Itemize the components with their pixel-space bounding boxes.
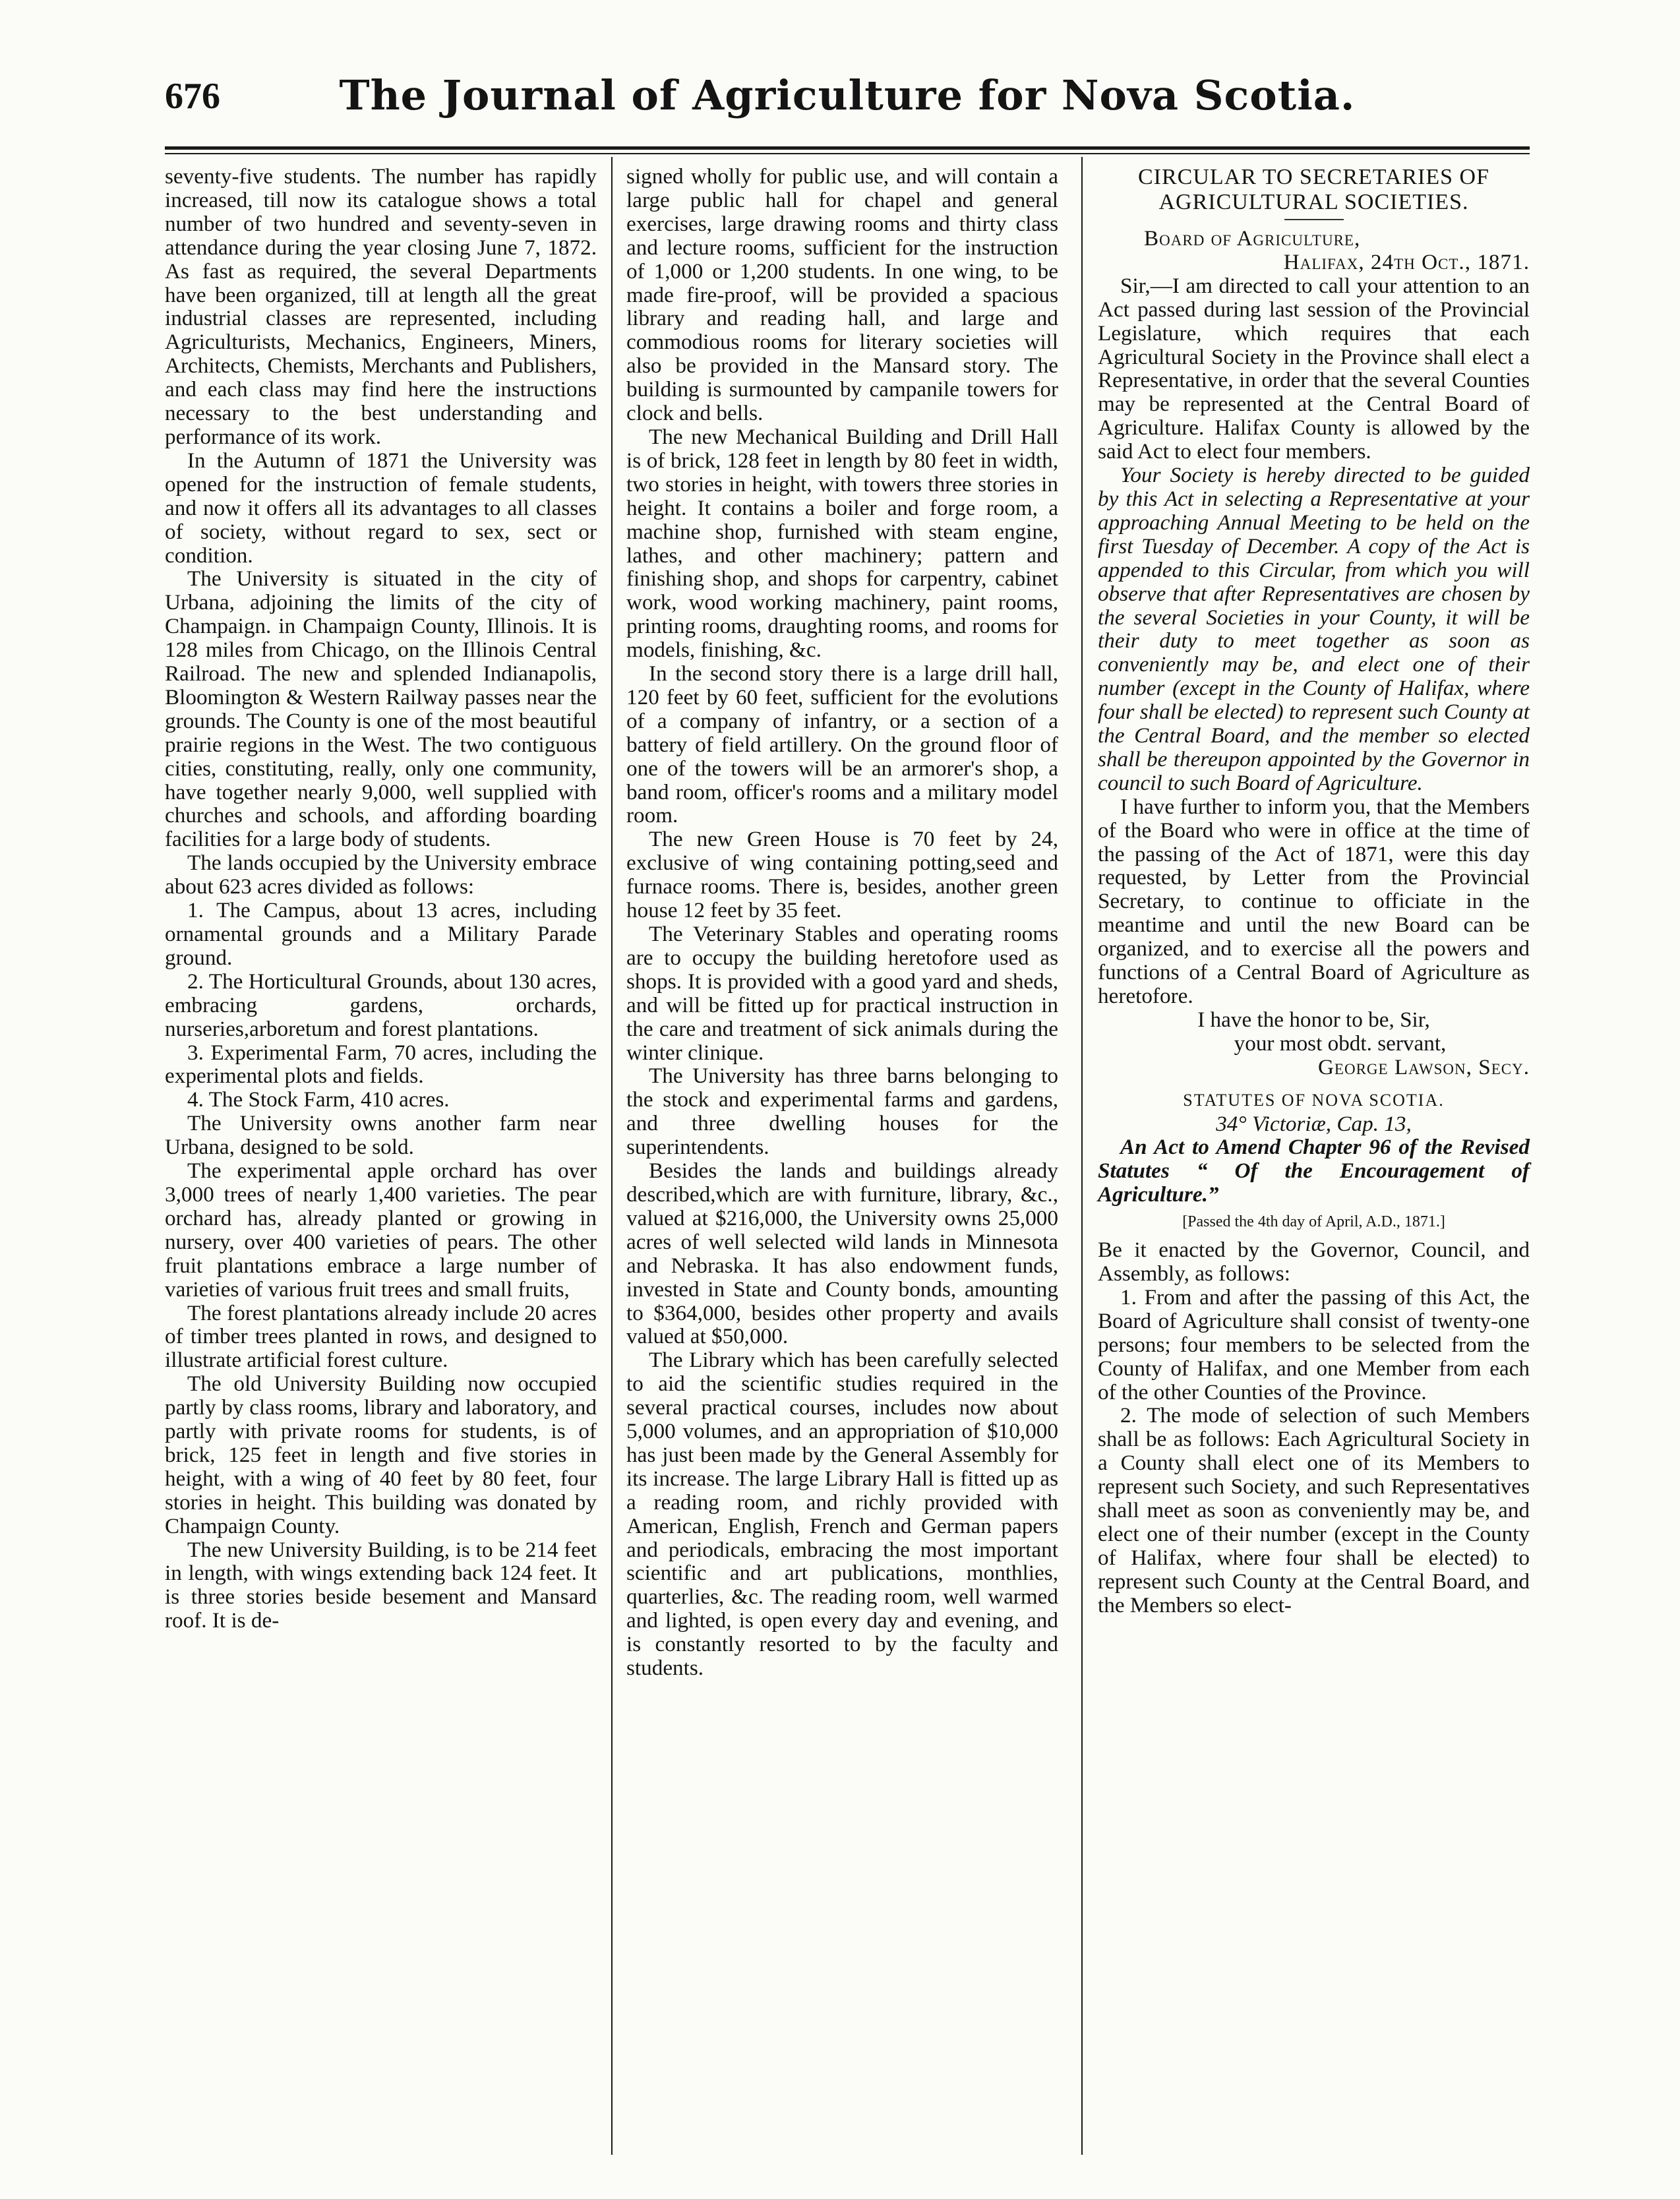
page-number: 676 xyxy=(165,76,220,117)
paragraph: The University is situated in the city of Urbana, adjoining the limits of the city of Champaign. in Champaign County, Illinois. It is 128 miles from Chicago, on the Illinois Central Railroad. The new and splended Indianapolis, Bloomington & Western Railway passes near the grounds. The County is one of the most beautiful prairie regions in the West. The two contiguous cities, constituting, really, only one community, have together nearly 9,000, well supplied with churches and schools, and affording boarding facilities for a large body of students. xyxy=(165,566,597,852)
paragraph: The new Green House is 70 feet by 24, exclusive of wing containing potting,seed and furnace rooms. There is, besides, another green house 12 feet by 35 feet. xyxy=(626,827,1058,923)
paragraph: The old University Building now occupied partly by class rooms, library and laboratory, and partly with private rooms for students, is of brick, 125 feet in length and five stories in height, with a wing of 40 feet by 80 feet, four stories in height. This building was donated by Champaign County. xyxy=(165,1371,597,1538)
paragraph: signed wholly for public use, and will contain a large public hall for chapel and general exercises, large drawing rooms and thirty class and lecture rooms, sufficient for the instruction of 1,000 or 1,200 students. In one wing, to be made fire-proof, will be provided a spacious library and reading hall, and large and commodious rooms for literary societies will also be provided in the Mansard story. The building is surmounted by campanile towers for clock and bells. xyxy=(626,164,1058,426)
journal-title: The Journal of Agriculture for Nova Scotia. xyxy=(339,71,1356,119)
column-divider-left xyxy=(611,157,613,2155)
act-paragraph: Be it enacted by the Governor, Council, and Assembly, as follows: xyxy=(1098,1238,1530,1286)
act-paragraph: 1. From and after the passing of this Act, the Board of Agriculture shall consist of twenty-one persons; four members to be selected from the County of Halifax, and one Member from each of the other Counties of the Province. xyxy=(1098,1284,1530,1404)
paragraph: The University has three barns belonging to the stock and experimental farms and gardens, and three dwelling houses for the superintendents. xyxy=(626,1064,1058,1160)
paragraph: The new Mechanical Building and Drill Hall is of brick, 128 feet in length by 80 feet in width, two stories in height, with towers three stories in height. It contains a boiler and forge room, a machine shop, furnished with steam engine, lathes, and other machinery; pattern and finishing shop, and shops for carpentry, cabinet work, wood working machinery, paint rooms, printing rooms, draughting rooms, and rooms for models, finishing, &c. xyxy=(626,424,1058,663)
column-3 xyxy=(1098,165,1530,1617)
paragraph: The forest plantations already include 20 acres of timber trees planted in rows, and designed to illustrate artificial forest culture. xyxy=(165,1300,597,1373)
paragraph: In the Autumn of 1871 the University was opened for the instruction of female students, and now it offers all its advantages to all classes of society, without regard to sex, sect or condition. xyxy=(165,448,597,568)
paragraph: The lands occupied by the University embrace about 623 acres divided as follows: xyxy=(165,851,597,899)
letter-paragraph: I have further to inform you, that the Members of the Board who were in office at the time of the passing of the Act of 1871, were this day requested, by Letter from the Provincial Secretary, to continue to officiate in the meantime and until the new Board can be organized, and to exercise all the powers and functions of a Central Board of Agriculture as heretofore. xyxy=(1098,794,1530,1008)
paragraph: seventy-five students. The number has rapidly increased, till now its catalogue shows a total number of two hundred and seventy-seven in attendance during the year closing June 7, 1872. As fast as required, the several Departments have been organized, till at length all the great industrial classes are represented, including Agriculturists, Mechanics, Engineers, Miners, Architects, Chemists, Merchants and Publishers, and each class may find here the instructions necessary to the best understanding and performance of its work. xyxy=(165,164,597,449)
closing-line: I have the honor to be, Sir, xyxy=(1197,1007,1430,1032)
act-paragraph: 2. The mode of selection of such Members shall be as follows: Each Agricultural Society in a County shall elect one of its Members to represent such Society, and such Representatives shall meet as soon as conveniently may be, and elect one of their number (except in the County of Halifax, where four shall be elected) to represent such County at the Central Board, and the Members so elect- xyxy=(1098,1403,1530,1617)
circular-title: CIRCULAR TO SECRETARIES OF AGRICULTURAL SOCIETIES. xyxy=(1137,165,1490,214)
passed-line: [Passed the 4th day of April, A.D., 1871.] xyxy=(1182,1213,1445,1231)
paragraph: The experimental apple orchard has over 3,000 trees of nearly 1,400 varieties. The pear orchard has, already planted or growing in nursery, over 400 varieties of pears. The other fruit plantations embrace a large number of varieties of various fruit trees and small fruits, xyxy=(165,1159,597,1302)
statutes-heading: STATUTES OF NOVA SCOTIA. xyxy=(1183,1090,1445,1110)
closing-line: your most obdt. servant, xyxy=(1234,1031,1447,1056)
header-rule-thin xyxy=(165,153,1530,154)
section-rule xyxy=(1284,219,1344,220)
column-2 xyxy=(626,165,1058,1680)
letter-paragraph: Sir,—I am directed to call your attention to an Act passed during last session of the Provincial Legislature, which requires that each Agricultural Society in the Province shall elect a Representative, in order that the several Counties may be represented at the Central Board of Agriculture. Halifax County is allowed by the said Act to elect four members. xyxy=(1098,273,1530,464)
header-rule-thick xyxy=(165,146,1530,150)
column-divider-right xyxy=(1081,157,1083,2155)
paragraph: The Library which has been carefully selected to aid the scientific studies required in the several practical courses, includes now about 5,000 volumes, and an appropriation of $10,000 has just been made by the General Assembly for its increase. The large Library Hall is fitted up as a reading room, and richly provided with American, English, French and German papers and periodicals, embracing the most important scientific and art publications, monthlies, quarterlies, &c. The reading room, well warmed and lighted, is open every day and evening, and is constantly resorted to by the faculty and students. xyxy=(626,1348,1058,1681)
list-item: 4. The Stock Farm, 410 acres. xyxy=(187,1087,450,1112)
list-item: 2. The Horticultural Grounds, about 130 acres, embracing gardens, orchards, nurseries,arboretum and forest plantations. xyxy=(165,969,597,1041)
cap-line: 34° Victoriæ, Cap. 13, xyxy=(1216,1111,1412,1136)
paragraph: The University owns another farm near Urbana, designed to be sold. xyxy=(165,1111,597,1160)
paragraph: In the second story there is a large drill hall, 120 feet by 60 feet, sufficient for the evolutions of a company of infantry, or a section of a battery of field artillery. On the ground floor of one of the towers will be an armorer's shop, a band room, officer's rooms and a military model room. xyxy=(626,661,1058,828)
list-item: 3. Experimental Farm, 70 acres, including the experimental plots and fields. xyxy=(165,1040,597,1089)
column-1 xyxy=(165,165,597,1633)
paragraph: The new University Building, is to be 214 feet in length, with wings extending back 124 feet. It is three stories beside besement and Mansard roof. It is de- xyxy=(165,1537,597,1633)
paragraph: Besides the lands and buildings already described,which are with furniture, library, &c., valued at $216,000, the University owns 25,000 acres of well selected wild lands in Minnesota and Nebraska. It has also endowment funds, invested in State and County bonds, amounting to $364,000, besides other property and avails valued at $50,000. xyxy=(626,1159,1058,1349)
page-header xyxy=(165,71,1530,144)
date-line: Halifax, 24th Oct., 1871. xyxy=(1283,249,1530,274)
letter-paragraph: Your Society is hereby directed to be guided by this Act in selecting a Representative at your approaching Annual Meeting to be held on the first Tuesday of December. A copy of the Act is appended to this Circular, from which you will observe that after Representatives are chosen by the several Societies in your County, it will be their duty to meet together as soon as conveniently may be, and elect one of their number (except in the County of Halifax, where four shall be elected) to represent such County at the Central Board, and the member so elected shall be thereupon appointed by the Governor in council to such Board of Agriculture. xyxy=(1098,463,1530,795)
board-line: Board of Agriculture, xyxy=(1144,226,1361,251)
paragraph: The Veterinary Stables and operating rooms are to occupy the building heretofore used as shops. It is provided with a good yard and sheds, and will be fitted up for practical instruction in the care and treatment of sick animals during the winter clinique. xyxy=(626,922,1058,1065)
signature: George Lawson, Secy. xyxy=(1317,1054,1530,1079)
act-title: An Act to Amend Chapter 96 of the Revised Statutes “ Of the Encouragement of Agriculture.” xyxy=(1098,1135,1530,1207)
list-item: 1. The Campus, about 13 acres, including ornamental grounds and a Military Parade ground. xyxy=(165,898,597,970)
